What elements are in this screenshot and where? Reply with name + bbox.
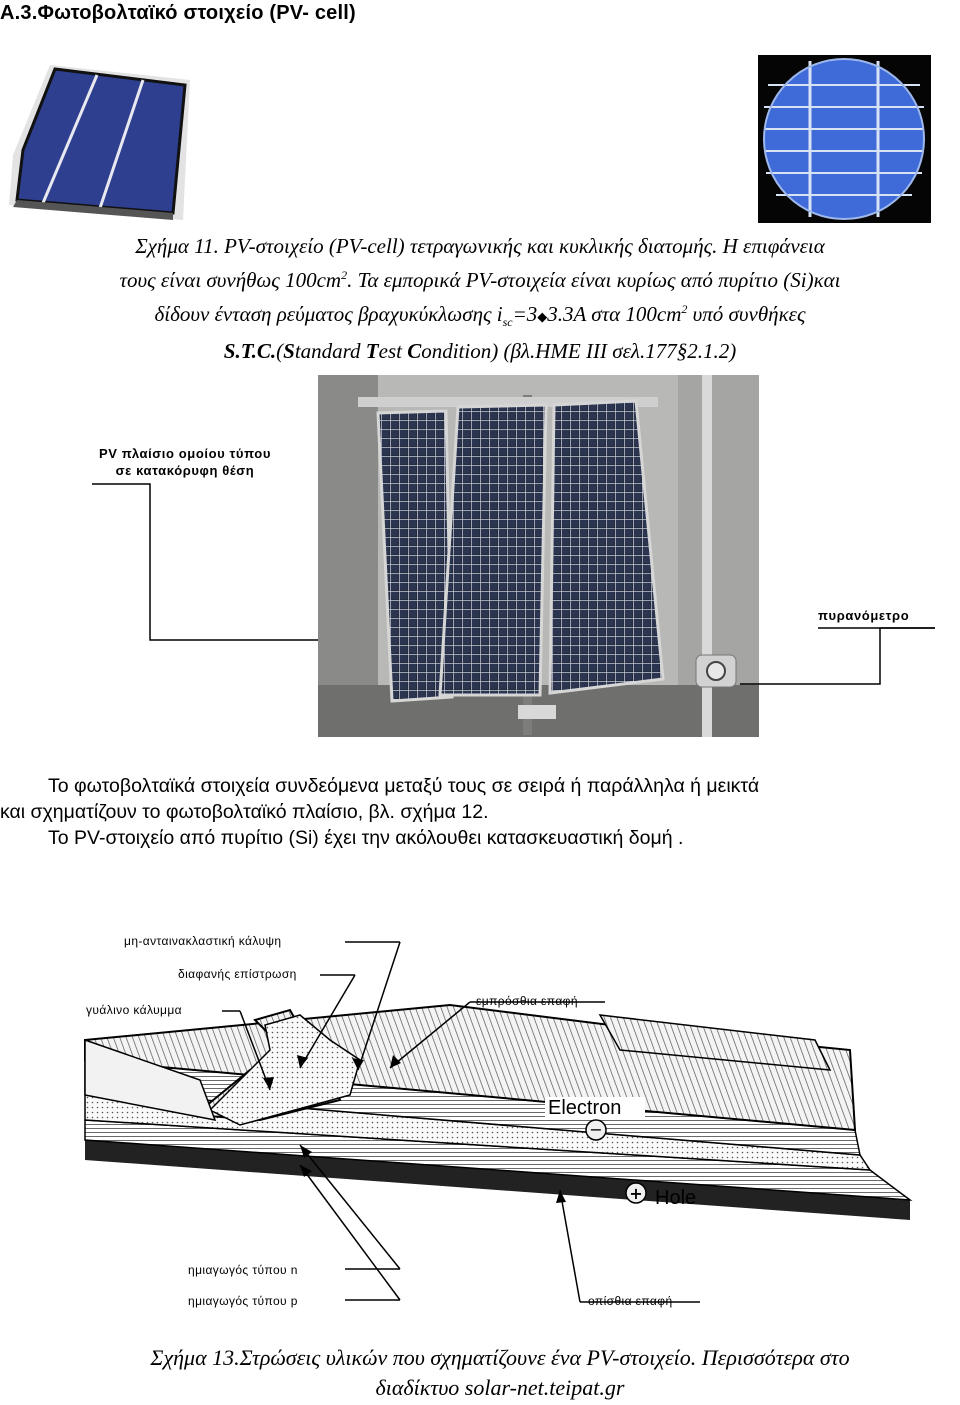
plus-icon: +	[629, 1184, 643, 1203]
minus-icon: −	[589, 1120, 603, 1139]
front-contact-label: εμπρόσθια επαφή	[476, 994, 578, 1008]
back-contact-label: οπίσθια επαφή	[588, 1294, 673, 1308]
caption-line: διαδίκτυο solar-net.teipat.gr	[375, 1375, 625, 1400]
paragraph-line: Το PV-στοιχείο από πυρίτιο (Si) έχει την ακόλουθει κατασκευαστική δομή .	[48, 827, 684, 849]
transparent-coating-label: διαφανής επίστρωση	[178, 967, 297, 981]
p-type-label: ημιαγωγός τύπου p	[188, 1294, 298, 1308]
paragraph-line: και σχηματίζουν το φωτοβολταϊκό πλαίσιο, βλ. σχήμα 12.	[0, 801, 489, 823]
pyranometer-label: πυρανόμετρο	[818, 608, 910, 623]
paragraph-line: Το φωτοβολταϊκά στοιχεία συνδεόμενα μεταξύ τους σε σειρά ή παράλληλα ή μεικτά	[48, 775, 760, 797]
caption-line: δίδουν ένταση ρεύματος βραχυκύκλωσης $i_{sc}=3◆3.3A$ στα $100cm^2$ υπό συνθήκες	[154, 302, 806, 330]
label-line: σε κατακόρυφη θέση	[115, 463, 255, 478]
caption-line: Σχήμα 11. PV-στοιχείο (PV-cell) τετραγωνικής και κυκλικής διατομής. Η επιφάνεια	[135, 234, 825, 258]
caption-line: Σχήμα 13.Στρώσεις υλικών που σχηματίζουνε ένα PV-στοιχείο. Περισσότερα στο	[150, 1345, 850, 1370]
section-heading: A.3.Φωτοβολταϊκό στοιχείο (PV- cell)	[0, 2, 356, 24]
pv-layer-diagram	[0, 920, 960, 1340]
label-line: PV πλαίσιο ομοίου τύπου	[99, 446, 271, 461]
body-paragraph	[0, 773, 960, 851]
diamond-icon: ◆	[537, 309, 548, 324]
hole-label: Hole	[655, 1187, 697, 1209]
caption-line: τους είναι συνήθως $100cm^2$. Τα εμπορικά PV-στοιχεία είναι κυρίως από πυρίτιο (Si)και	[119, 268, 841, 292]
antireflective-coating-label: μη-ανταινακλαστική κάλυψη	[124, 934, 282, 948]
caption-line: S.T.C.(Standard Test Condition) (βλ.ΗΜΕ ΙΙΙ σελ.177§2.1.2)	[223, 339, 737, 364]
electron-label: Electron	[548, 1097, 622, 1119]
glass-cover-label: γυάλινο κάλυμμα	[86, 1003, 183, 1017]
n-type-label: ημιαγωγός τύπου n	[188, 1263, 298, 1277]
figure-13-caption	[0, 1343, 960, 1403]
